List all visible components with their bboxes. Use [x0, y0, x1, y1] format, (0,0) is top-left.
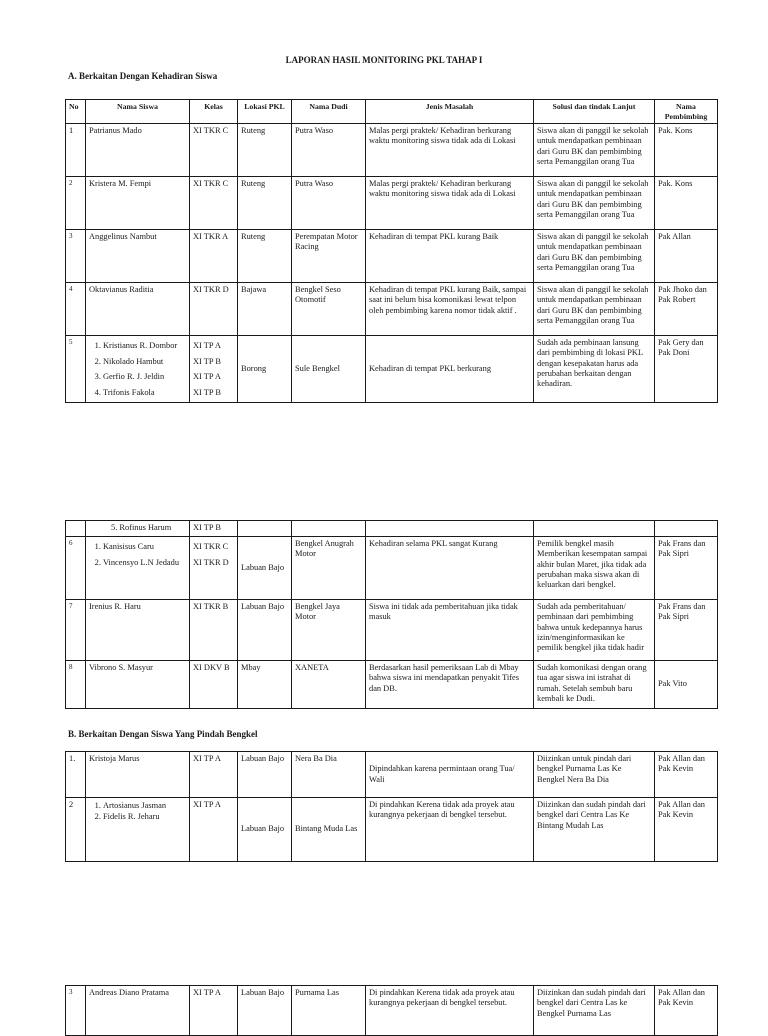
- student-kelas: XI TP B: [193, 387, 221, 397]
- cell-pembimbing: Pak Frans dan Pak Sipri: [655, 537, 718, 600]
- cell-no: 2: [66, 177, 86, 230]
- cell-no: 6: [66, 537, 86, 600]
- student-name: 1. Kanisisus Caru: [103, 539, 186, 555]
- student-name: 2. Fidelis R. Jeharu: [103, 811, 186, 822]
- cell-solusi: Siswa akan di panggil ke sekolah untuk mendapatkan pembinaan dari Guru BK dan pembimbing serta Pemanggilan orang Tua: [534, 230, 655, 283]
- cell-no: 5: [66, 336, 86, 403]
- student-name: 4. Trifonis Fakola: [103, 385, 186, 401]
- cell-masalah: Dipindahkan karena permintaan orang Tua/ Wali: [366, 752, 534, 798]
- cell-masalah: Kehadiran di tempat PKL kurang Baik: [366, 230, 534, 283]
- table-row: [66, 336, 718, 403]
- cell-solusi: Siswa akan di panggil ke sekolah untuk mendapatkan pembinaan dari Guru BK dan pembimbing serta Pemanggilan orang Tua: [534, 177, 655, 230]
- cell-masalah: Kehadiran selama PKL sangat Kurang: [366, 537, 534, 600]
- cell-solusi: Diizinkan dan sudah pindah dari bengkel dari Centra Las Ke Bintang Mudah Las: [534, 798, 655, 862]
- cell-pembimbing: Pak. Kons: [655, 124, 718, 177]
- student-name: 1. Artosianus Jasman: [103, 800, 186, 811]
- header-jenis-masalah: Jenis Masalah: [366, 100, 534, 124]
- student-kelas: XI TKR D: [193, 557, 229, 567]
- cell-no: 3: [66, 986, 86, 1036]
- cell-no: 8: [66, 661, 86, 709]
- cell-masalah: Siswa ini tidak ada pemberitahuan jika tidak masuk: [366, 600, 534, 661]
- cell-pembimbing: Pak Allan dan Pak Kevin: [655, 986, 718, 1036]
- header-pembimbing: Nama Pembimbing: [655, 100, 718, 124]
- table-row-continuation: [66, 521, 718, 537]
- cell-no: 3: [66, 230, 86, 283]
- cell-dudi: Bengkel Anugrah Motor: [292, 537, 366, 600]
- cell-no: 2: [66, 798, 86, 862]
- section-a-heading: A. Berkaitan Dengan Kehadiran Siswa: [68, 71, 218, 81]
- cell-dudi: Bengkel Seso Otomotif: [292, 283, 366, 336]
- cell-nama: Anggelinus Nambut: [86, 230, 190, 283]
- cell-lokasi: Mbay: [238, 661, 292, 709]
- cell-solusi: Sudah ada pemberitahuan/ pembinaan dari pembimbing bahwa untuk kedepannya harus izin/menginformasikan ke pemilik bengkel jika tidak hadir: [534, 600, 655, 661]
- cell-nama-list: [86, 537, 190, 600]
- cell-lokasi: Labuan Bajo: [238, 986, 292, 1036]
- header-solusi: Solusi dan tindak Lanjut: [534, 100, 655, 124]
- header-no: No: [66, 100, 86, 124]
- header-lokasi: Lokasi PKL: [238, 100, 292, 124]
- cell-kelas: XI TKR C: [190, 177, 238, 230]
- cell-nama: Vibrono S. Masyur: [86, 661, 190, 709]
- cell-dudi: Putra Waso: [292, 177, 366, 230]
- cell-solusi: Diizinkan dan sudah pindah dari bengkel dari Centra Las ke Bengkel Purnama Las: [534, 986, 655, 1036]
- cell-no: 4: [66, 283, 86, 336]
- cell-masalah: Kehadiran di tempat PKL berkurang: [366, 336, 534, 403]
- header-kelas: Kelas: [190, 100, 238, 124]
- table-header-row: [66, 100, 718, 124]
- cell-masalah: Malas pergi praktek/ Kehadiran berkurang waktu monitoring siswa tidak ada di Lokasi: [366, 124, 534, 177]
- cell-solusi: Siswa akan di panggil ke sekolah untuk mendapatkan pembinaan dari Guru BK dan pembimbing serta Pemanggilan orang Tua: [534, 283, 655, 336]
- cell-masalah: Di pindahkan Kerena tidak ada proyek atau kurangnya pekerjaan di bengkel tersebut.: [366, 798, 534, 862]
- header-nama-dudi: Nama Dudi: [292, 100, 366, 124]
- cell-kelas: XI TP A: [190, 798, 238, 862]
- table-row: [66, 752, 718, 798]
- cell-lokasi: Bajawa: [238, 283, 292, 336]
- table-attendance: [65, 99, 718, 403]
- cell-nama: 5. Rofinus Harum: [86, 521, 190, 537]
- cell-solusi: Diizinkan untuk pindah dari bengkel Purnama Las Ke Bengkel Nera Ba Dia: [534, 752, 655, 798]
- cell-masalah: Kehadiran di tempat PKL kurang Baik, sampai saat ini belum bisa komonikasi lewat telpon oleh pembimbing karena nomor tidak aktif .: [366, 283, 534, 336]
- table-row: [66, 986, 718, 1036]
- cell-nama: Kristoja Marus: [86, 752, 190, 798]
- cell-dudi: Bintang Muda Las: [292, 798, 366, 862]
- cell-kelas: XI TKR A: [190, 230, 238, 283]
- cell-pembimbing: Pak Allan dan Pak Kevin: [655, 798, 718, 862]
- cell-kelas: XI TKR C: [190, 124, 238, 177]
- cell-solusi: Pemilik bengkel masih Memberikan kesempatan sampai akhir bulan Maret, jika tidak ada perubahan maka siswa akan di keluarkan dari bengkel.: [534, 537, 655, 600]
- header-nama-siswa: Nama Siswa: [86, 100, 190, 124]
- cell-dudi: Sule Bengkel: [292, 336, 366, 403]
- cell-dudi: Nera Ba Dia: [292, 752, 366, 798]
- cell-kelas-list: [190, 537, 238, 600]
- cell-nama-list: [86, 336, 190, 403]
- cell-pembimbing: Pak Vito: [655, 661, 718, 709]
- table-transfer: [65, 751, 718, 862]
- cell-lokasi: Labuan Bajo: [238, 600, 292, 661]
- cell-kelas: XI TP A: [190, 752, 238, 798]
- table-row: [66, 124, 718, 177]
- cell-dudi: XANETA: [292, 661, 366, 709]
- cell-nama-list: [86, 798, 190, 862]
- cell-lokasi: Ruteng: [238, 124, 292, 177]
- cell-nama: Irenius R. Haru: [86, 600, 190, 661]
- cell-lokasi: Ruteng: [238, 177, 292, 230]
- cell-solusi: Siswa akan di panggil ke sekolah untuk mendapatkan pembinaan dari Guru BK dan pembimbing serta Pemanggilan orang Tua: [534, 124, 655, 177]
- student-name: 3. Gerfio R. J. Jeldin: [103, 369, 186, 385]
- table-row: [66, 177, 718, 230]
- cell-dudi: Bengkel Jaya Motor: [292, 600, 366, 661]
- cell-pembimbing: Pak Frans dan Pak Sipri: [655, 600, 718, 661]
- cell-lokasi: Ruteng: [238, 230, 292, 283]
- cell-kelas: XI TP A: [190, 986, 238, 1036]
- cell-pembimbing: Pak Allan: [655, 230, 718, 283]
- student-kelas: XI TKR C: [193, 542, 229, 551]
- cell-masalah: Berdasarkan hasil pemeriksaan Lab di Mbay bahwa siswa ini mendapatkan penyakit Tifes dan DB.: [366, 661, 534, 709]
- student-name: 1. Kristianus R. Dombor: [103, 338, 186, 354]
- cell-masalah: Malas pergi praktek/ Kehadiran berkurang waktu monitoring siswa tidak ada di Lokasi: [366, 177, 534, 230]
- cell-no: 1.: [66, 752, 86, 798]
- cell-kelas: XI TP B: [190, 521, 238, 537]
- cell-pembimbing: Pak. Kons: [655, 177, 718, 230]
- cell-dudi: Perempatan Motor Racing: [292, 230, 366, 283]
- cell-nama: Kristera M. Fempi: [86, 177, 190, 230]
- cell-kelas: XI TKR D: [190, 283, 238, 336]
- table-row: [66, 798, 718, 862]
- table-row: [66, 600, 718, 661]
- cell-kelas: XI DKV B: [190, 661, 238, 709]
- cell-kelas-list: [190, 336, 238, 403]
- cell-masalah: Di pindahkan Kerena tidak ada proyek atau kurangnya pekerjaan di bengkel tersebut.: [366, 986, 534, 1036]
- student-name: 2. Nikolado Hambut: [103, 354, 186, 370]
- cell-kelas: XI TKR B: [190, 600, 238, 661]
- cell-pembimbing: Pak Gery dan Pak Doni: [655, 336, 718, 403]
- cell-lokasi: Borong: [238, 336, 292, 403]
- student-kelas: XI TP A: [193, 372, 221, 381]
- cell-nama: Oktavianus Raditia: [86, 283, 190, 336]
- table-row: [66, 230, 718, 283]
- cell-dudi: Purnama Las: [292, 986, 366, 1036]
- cell-nama: Patrianus Mado: [86, 124, 190, 177]
- cell-solusi: Sudah komonikasi dengan orang tua agar siswa ini istrahat di rumah. Setelah sembuh baru kembali ke Dudi.: [534, 661, 655, 709]
- table-transfer-continued: [65, 985, 718, 1036]
- document-title: LAPORAN HASIL MONITORING PKL TAHAP I: [285, 55, 483, 65]
- cell-lokasi: Labuan Bajo: [238, 752, 292, 798]
- section-b-heading: B. Berkaitan Dengan Siswa Yang Pindah Bengkel: [68, 729, 258, 739]
- table-row: [66, 537, 718, 600]
- cell-solusi: Sudah ada pembinaan lansung dari pembimbing di lokasi PKL dengan kesepakatan harus ada perubahan berkaitan dengan kehadiran.: [534, 336, 655, 403]
- cell-pembimbing: Pak Allan dan Pak Kevin: [655, 752, 718, 798]
- table-attendance-continued: [65, 520, 718, 709]
- table-row: [66, 283, 718, 336]
- cell-lokasi: Labuan Bajo: [238, 537, 292, 600]
- student-kelas: XI TP B: [193, 356, 221, 366]
- cell-dudi: Putra Waso: [292, 124, 366, 177]
- cell-lokasi: Labuan Bajo: [238, 798, 292, 862]
- cell-pembimbing: Pak Jhoko dan Pak Robert: [655, 283, 718, 336]
- student-name: 2. Vincensyo L.N Jedadu: [103, 555, 186, 571]
- cell-no: 7: [66, 600, 86, 661]
- student-kelas: XI TP A: [193, 341, 221, 350]
- table-row: [66, 661, 718, 709]
- cell-nama: Andreas Diano Pratama: [86, 986, 190, 1036]
- cell-no: 1: [66, 124, 86, 177]
